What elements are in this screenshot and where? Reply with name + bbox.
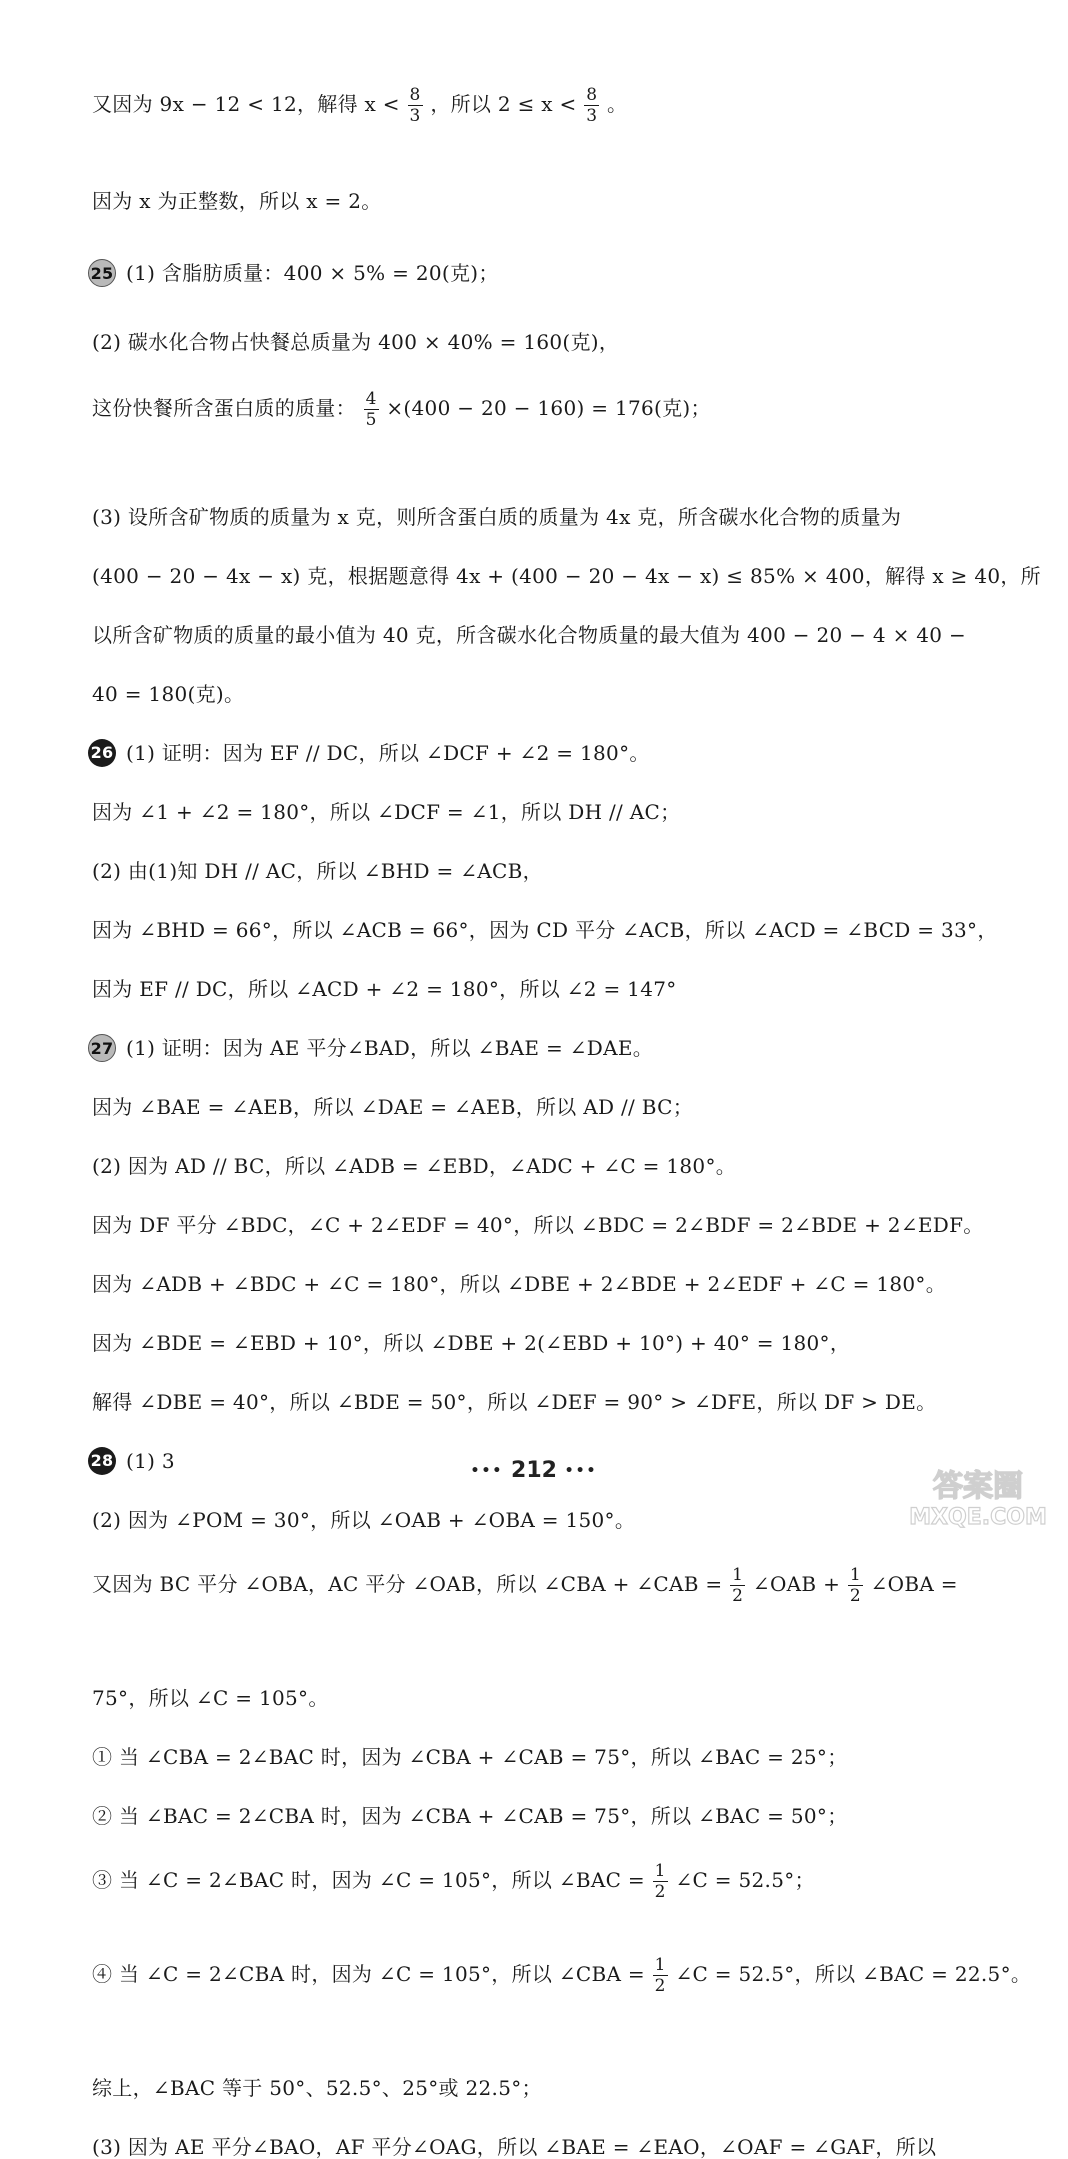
text-line: 40 = 180(克)。 xyxy=(92,682,245,706)
question-number-badge: 25 xyxy=(88,259,116,287)
watermark-text-bottom: MXQE.COM xyxy=(909,1505,1047,1530)
page-number: 212 xyxy=(511,1458,557,1483)
fraction: $\frac{1}{2}$ xyxy=(732,1565,744,1606)
text-line: (2) 因为 AD // BC，所以 ∠ADB = ∠EBD，∠ADC + ∠C = 180°。 xyxy=(92,1154,737,1178)
fraction: $\frac{1}{2}$ xyxy=(654,1861,666,1902)
text-line: (2) 由(1)知 DH // AC，所以 ∠BHD = ∠ACB， xyxy=(92,859,543,883)
watermark-text-top: 答案圈 xyxy=(933,1469,1023,1504)
text-line: 因为 EF // DC，所以 ∠ACD + ∠2 = 180°，所以 ∠2 = 147° xyxy=(92,977,677,1001)
question-number-badge: 27 xyxy=(88,1034,116,1062)
question-number-badge: 26 xyxy=(88,739,116,767)
text-line: 又因为 BC 平分 ∠OBA，AC 平分 ∠OAB，所以 ∠CBA + ∠CAB = $\frac{1}{2}$ ∠OAB + $\frac{1}{2}$ ∠OBA = xyxy=(92,1565,958,1606)
text-line: 因为 ∠ADB + ∠BDC + ∠C = 180°，所以 ∠DBE + 2∠BDE + 2∠EDF + ∠C = 180°。 xyxy=(92,1272,947,1296)
text-line: 26 (1) 证明：因为 EF // DC，所以 ∠DCF + ∠2 = 180°。 xyxy=(92,741,1012,765)
text-line: 因为 ∠BDE = ∠EBD + 10°，所以 ∠DBE + 2(∠EBD + 10°) + 40° = 180°， xyxy=(92,1331,851,1355)
fraction: $\frac{1}{2}$ xyxy=(849,1565,861,1606)
text-line: 27 (1) 证明：因为 AE 平分∠BAD，所以 ∠BAE = ∠DAE。 xyxy=(92,1036,1012,1060)
text-line: (2) 因为 ∠POM = 30°，所以 ∠OAB + ∠OBA = 150°。 xyxy=(92,1508,636,1532)
text-line: 综上，∠BAC 等于 50°、52.5°、25°或 22.5°； xyxy=(92,2076,542,2100)
text-line: 因为 ∠BAE = ∠AEB，所以 ∠DAE = ∠AEB，所以 AD // BC； xyxy=(92,1095,693,1119)
watermark-logo xyxy=(898,1462,1058,1532)
text-line: ① 当 ∠CBA = 2∠BAC 时，因为 ∠CBA + ∠CAB = 75°，所以 ∠BAC = 25°； xyxy=(92,1745,848,1769)
text-line: 25 (1) 含脂肪质量：400 × 5% = 20(克)； xyxy=(92,261,1012,285)
text-line: ③ 当 ∠C = 2∠BAC 时，因为 ∠C = 105°，所以 ∠BAC = $\frac{1}{2}$ ∠C = 52.5°； xyxy=(92,1861,815,1902)
text-line: 因为 x 为正整数，所以 x = 2。 xyxy=(92,189,382,213)
fraction: $\frac{4}{5}$ xyxy=(365,389,377,430)
footer-dots-right: ••• xyxy=(564,1463,598,1479)
fraction: $\frac{8}{3}$ xyxy=(586,85,598,126)
text-line: 解得 ∠DBE = 40°，所以 ∠BDE = 50°，所以 ∠DEF = 90° > ∠DFE，所以 DF > DE。 xyxy=(92,1390,937,1414)
text-line: (2) 碳水化合物占快餐总质量为 400 × 40% = 160(克)， xyxy=(92,329,620,354)
text-line: (400 − 20 − 4x − x) 克，根据题意得 4x + (400 − 20 − 4x − x) ≤ 85% × 400，解得 x ≥ 40，所 xyxy=(92,564,1041,588)
text-line: 因为 ∠1 + ∠2 = 180°，所以 ∠DCF = ∠1，所以 DH // AC； xyxy=(92,800,681,824)
fraction: $\frac{1}{2}$ xyxy=(654,1955,666,1996)
question-number-badge: 28 xyxy=(88,1447,116,1475)
text-line: 75°，所以 ∠C = 105°。 xyxy=(92,1686,329,1710)
fraction: $\frac{8}{3}$ xyxy=(409,85,421,126)
footer-dots-left: ••• xyxy=(470,1463,504,1479)
text-line: 因为 DF 平分 ∠BDC，∠C + 2∠EDF = 40°，所以 ∠BDC = 2∠BDF = 2∠BDE + 2∠EDF。 xyxy=(92,1213,984,1237)
text-line: 以所含矿物质的质量的最小值为 40 克，所含碳水化合物质量的最大值为 400 − 20 − 4 × 40 − xyxy=(92,623,967,647)
text-line: 这份快餐所含蛋白质的质量： $\frac{4}{5}$ ×(400 − 20 − 160) = 176(克)； xyxy=(92,389,711,430)
text-line: ④ 当 ∠C = 2∠CBA 时，因为 ∠C = 105°，所以 ∠CBA = $\frac{1}{2}$ ∠C = 52.5°，所以 ∠BAC = 22.5°。 xyxy=(92,1955,1032,1996)
text-line: (3) 因为 AE 平分∠BAO，AF 平分∠OAG，所以 ∠BAE = ∠EAO，∠OAF = ∠GAF，所以 xyxy=(92,2135,937,2159)
text-line: (3) 设所含矿物质的质量为 x 克，则所含蛋白质的质量为 4x 克，所含碳水化合物的质量为 xyxy=(92,505,902,529)
text-line: 又因为 9x − 12 < 12，解得 x < $\frac{8}{3}$ ，所以 2 ≤ x < $\frac{8}{3}$ 。 xyxy=(92,85,628,126)
text-line: 28 (1) 3 xyxy=(92,1449,1012,1473)
text-line: 因为 ∠BHD = 66°，所以 ∠ACB = 66°，因为 CD 平分 ∠ACB，所以 ∠ACD = ∠BCD = 33°， xyxy=(92,918,998,942)
text-line: ② 当 ∠BAC = 2∠CBA 时，因为 ∠CBA + ∠CAB = 75°，所以 ∠BAC = 50°； xyxy=(92,1804,848,1828)
